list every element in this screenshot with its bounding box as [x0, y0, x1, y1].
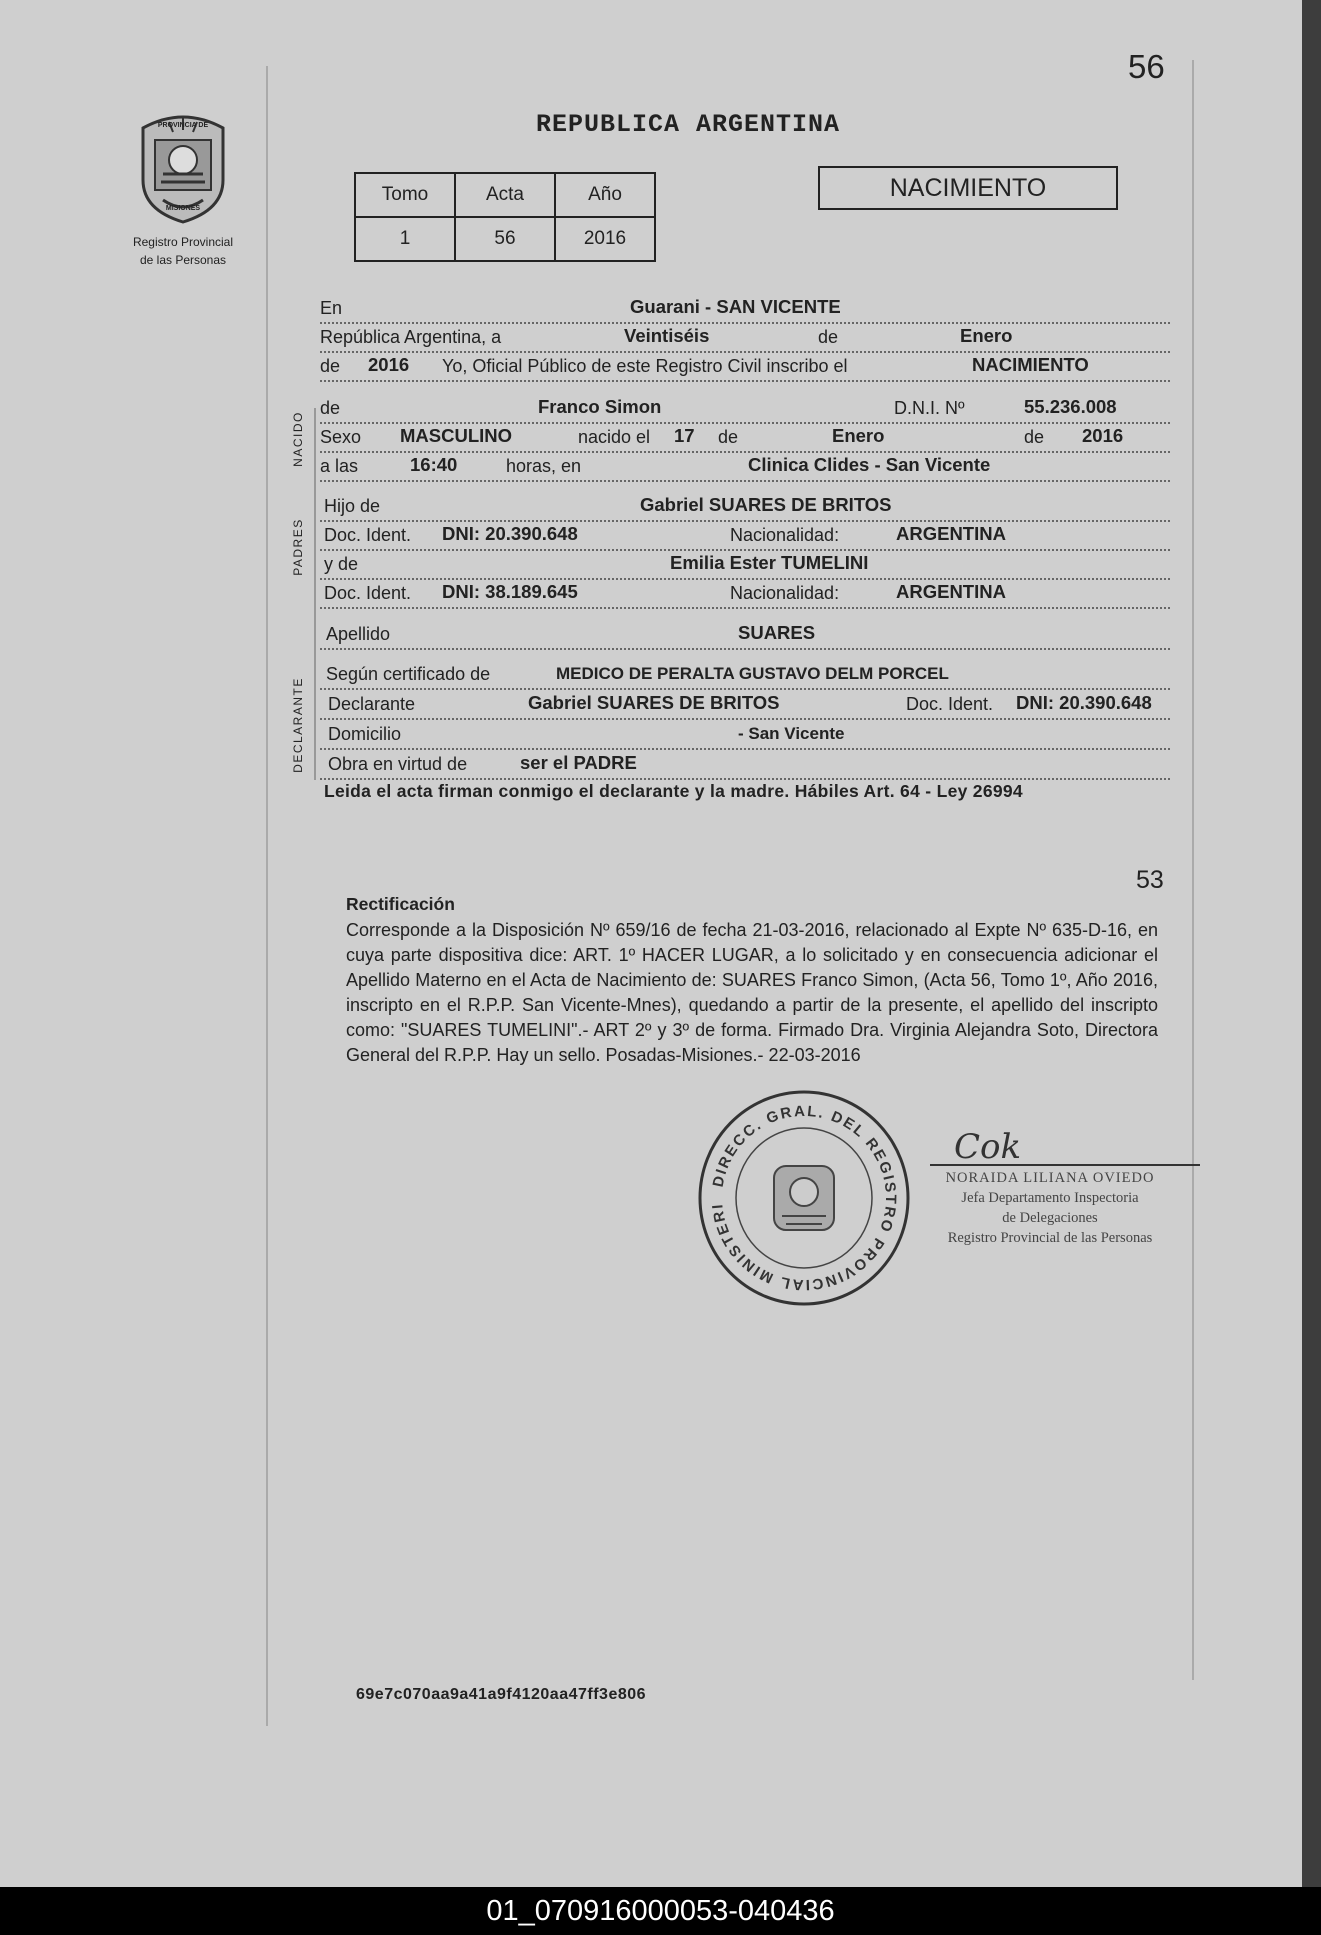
value-nombre: Franco Simon	[538, 396, 662, 417]
line-madre	[320, 548, 1170, 580]
signature-stamp	[930, 1127, 1170, 1248]
registry-header-tomo: Tomo	[355, 173, 455, 217]
value-declarante-doc: DNI: 20.390.648	[1016, 692, 1152, 713]
label-domicilio: Domicilio	[328, 724, 402, 744]
line-republica	[320, 321, 1170, 353]
label-de: de	[818, 327, 839, 347]
line-sexo	[320, 421, 1170, 453]
value-padre: Gabriel SUARES DE BRITOS	[640, 494, 892, 515]
value-nacido-mes: Enero	[832, 425, 885, 446]
registry-header-anio: Año	[555, 173, 655, 217]
label-madre-docident: Doc. Ident.	[324, 583, 412, 603]
line-padre-doc	[320, 519, 1170, 551]
coat-of-arms-icon	[133, 110, 233, 226]
act-type-box: NACIMIENTO	[818, 166, 1118, 210]
right-border-line	[1192, 60, 1194, 1680]
registry-header-row	[355, 173, 655, 217]
logo-text-bottom: MISIONES	[165, 205, 201, 212]
registry-value-row	[355, 217, 655, 261]
registry-table	[354, 172, 656, 262]
official-seal	[694, 1088, 914, 1313]
label-sexo: Sexo	[320, 427, 362, 447]
label-nombre-de: de	[320, 398, 341, 418]
section-label-declarante: DECLARANTE	[291, 677, 305, 773]
label-madre-nacionalidad: Nacionalidad:	[730, 583, 840, 603]
value-sexo: MASCULINO	[400, 425, 513, 446]
value-anio: 2016	[368, 354, 410, 375]
logo-caption-2: de las Personas	[139, 253, 227, 267]
logo-caption-1: Registro Provincial	[132, 235, 234, 249]
label-apellido: Apellido	[326, 624, 391, 644]
line-obra	[320, 748, 1170, 780]
label-padre-nacionalidad: Nacionalidad:	[730, 525, 840, 545]
rectificacion-body: Corresponde a la Disposición Nº 659/16 de fecha 21-03-2016, relacionado al Expte Nº 635-D-16, en cuya parte dispositiva dice: ART. 1º HACER LUGAR, a lo solicitado y en consecuencia adicionar el Apellido Materno en el Acta de Nacimiento de: SUARES Franco Simon, (Acta 56, Tomo 1º, Año 2016, inscripto en el R.P.P. San Vicente-Mnes), quedando a partir de la presente, el apellido del inscripto como: "SUARES TUMELINI".- ART 2º y 3º de forma. Firmado Dra. Virginia Alejandra Soto, Directora General del R.P.P. Hay un sello. Posadas-Misiones.- 22-03-2016	[346, 920, 1158, 1065]
stamp-department: de Delegaciones	[1002, 1210, 1098, 1226]
value-nacido-anio: 2016	[1082, 425, 1124, 446]
value-apellido: SUARES	[738, 622, 816, 643]
logo-text-top: PROVINCIA DE	[157, 122, 209, 129]
value-certificado: MEDICO DE PERALTA GUSTAVO DELM PORCEL	[556, 664, 949, 683]
value-dia: Veintiséis	[624, 325, 710, 346]
registry-logo	[118, 110, 248, 267]
rectificacion-heading: Rectificación	[346, 894, 455, 914]
line-en	[320, 292, 1170, 324]
line-madre-doc	[320, 577, 1170, 609]
label-en: En	[320, 298, 343, 318]
document-hash: 69e7c070aa9a41a9f4120aa47ff3e806	[356, 1686, 647, 1703]
label-declarante: Declarante	[328, 694, 416, 714]
value-padre-nacionalidad: ARGENTINA	[896, 523, 1006, 544]
label-anio-de: de	[320, 356, 341, 376]
value-localidad: Guarani - SAN VICENTE	[630, 296, 841, 317]
value-padre-doc: DNI: 20.390.648	[442, 523, 578, 544]
seal-icon	[694, 1088, 914, 1308]
rectificacion-number: 53	[1136, 866, 1164, 894]
page-number: 56	[1128, 48, 1165, 85]
stamp-organization: Registro Provincial de las Personas	[947, 1230, 1153, 1246]
line-inscribo	[320, 350, 1170, 382]
line-certificado	[320, 658, 1170, 690]
scan-edge	[1302, 0, 1321, 1887]
registry-header-acta: Acta	[455, 173, 555, 217]
label-horas-en: horas, en	[506, 456, 582, 476]
line-hora	[320, 450, 1170, 482]
label-hora: a las	[320, 456, 359, 476]
line-domicilio	[320, 718, 1170, 750]
handwritten-signature: Cok	[954, 1127, 1022, 1167]
footer-id: 01_070916000053-040436	[0, 1887, 1321, 1935]
registry-value-anio: 2016	[555, 217, 655, 261]
label-yde: y de	[324, 554, 359, 574]
registry-value-acta: 56	[455, 217, 555, 261]
left-border-line	[266, 66, 268, 1726]
section-label-padres: PADRES	[291, 518, 305, 576]
label-declarante-docident: Doc. Ident.	[906, 694, 994, 714]
seal-text: DIRECC. GRAL. DEL REGISTRO PROVINCIAL MINISTERI	[709, 1102, 900, 1294]
label-inscribo: Yo, Oficial Público de este Registro Civil inscribo el	[442, 356, 848, 376]
label-republica: República Argentina, a	[320, 327, 502, 347]
value-declarante: Gabriel SUARES DE BRITOS	[528, 692, 780, 713]
value-madre: Emilia Ester TUMELINI	[670, 552, 869, 573]
value-inscribo: NACIMIENTO	[972, 354, 1089, 375]
value-lugar: Clinica Clides - San Vicente	[748, 454, 991, 475]
label-hijo: Hijo de	[324, 496, 381, 516]
value-madre-nacionalidad: ARGENTINA	[896, 581, 1006, 602]
value-dni: 55.236.008	[1024, 396, 1117, 417]
line-hijo	[320, 490, 1170, 522]
signature-statement: Leida el acta firman conmigo el declarante y la madre. Hábiles Art. 64 - Ley 26994	[324, 781, 1023, 801]
registry-value-tomo: 1	[355, 217, 455, 261]
label-padre-docident: Doc. Ident.	[324, 525, 412, 545]
label-nacido-de2: de	[1024, 427, 1045, 447]
value-nacido-dia: 17	[674, 425, 695, 446]
line-declarante	[320, 688, 1170, 720]
value-domicilio: - San Vicente	[738, 724, 845, 743]
section-divider-line	[314, 408, 316, 780]
line-apellido	[320, 618, 1170, 650]
value-mes: Enero	[960, 325, 1013, 346]
value-madre-doc: DNI: 38.189.645	[442, 581, 578, 602]
stamp-name: NORAIDA LILIANA OVIEDO	[945, 1170, 1155, 1186]
value-obra: ser el PADRE	[520, 752, 637, 773]
line-nombre	[320, 392, 1170, 424]
section-label-nacido: NACIDO	[291, 411, 305, 467]
label-nacido-de: de	[718, 427, 739, 447]
document-title: REPUBLICA ARGENTINA	[536, 110, 841, 139]
label-dni: D.N.I. Nº	[894, 398, 965, 418]
label-certificado: Según certificado de	[326, 664, 491, 684]
value-hora: 16:40	[410, 454, 458, 475]
label-obra: Obra en virtud de	[328, 754, 468, 774]
label-nacido-el: nacido el	[578, 427, 651, 447]
stamp-position: Jefa Departamento Inspectoria	[961, 1190, 1139, 1206]
